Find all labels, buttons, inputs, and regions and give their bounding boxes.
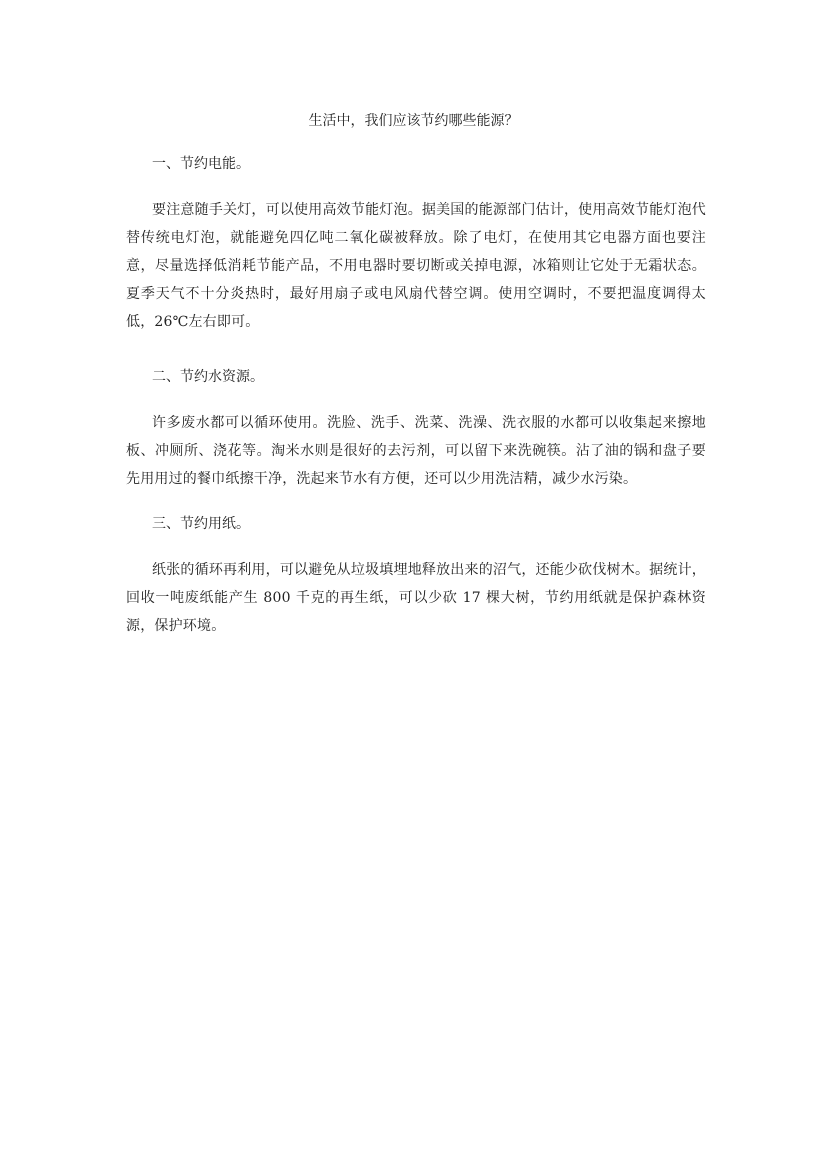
section-heading-electricity: 一、节约电能。 (152, 156, 250, 172)
section-heading-paper: 三、节约用纸。 (152, 516, 250, 532)
section-body-paper: 纸张的循环再利用，可以避免从垃圾填埋地释放出来的沼气，还能少砍伐树木。据统计，回收一吨废纸能产生 800 千克的再生纸，可以少砍 17 棵大树，节约用纸就是保护森林资源，保护环境。 (126, 562, 706, 634)
section-heading-water: 二、节约水资源。 (152, 369, 264, 385)
section-body-water: 许多废水都可以循环使用。洗脸、洗手、洗菜、洗澡、洗衣服的水都可以收集起来擦地板、冲厕所、浇花等。淘米水则是很好的去污剂，可以留下来洗碗筷。沾了油的锅和盘子要先用用过的餐巾纸擦干净，洗起来节水有方便，还可以少用洗洁精，减少水污染。 (126, 415, 706, 487)
section-body-electricity: 要注意随手关灯，可以使用高效节能灯泡。据美国的能源部门估计，使用高效节能灯泡代替传统电灯泡，就能避免四亿吨二氧化碳被释放。除了电灯，在使用其它电器方面也要注意，尽量选择低消耗节能产品，不用电器时要切断或关掉电源，冰箱则让它处于无霜状态。夏季天气不十分炎热时，最好用扇子或电风扇代替空调。使用空调时，不要把温度调得太低，26℃左右即可。 (126, 202, 706, 330)
document-title: 生活中，我们应该节约哪些能源？ (308, 113, 519, 129)
